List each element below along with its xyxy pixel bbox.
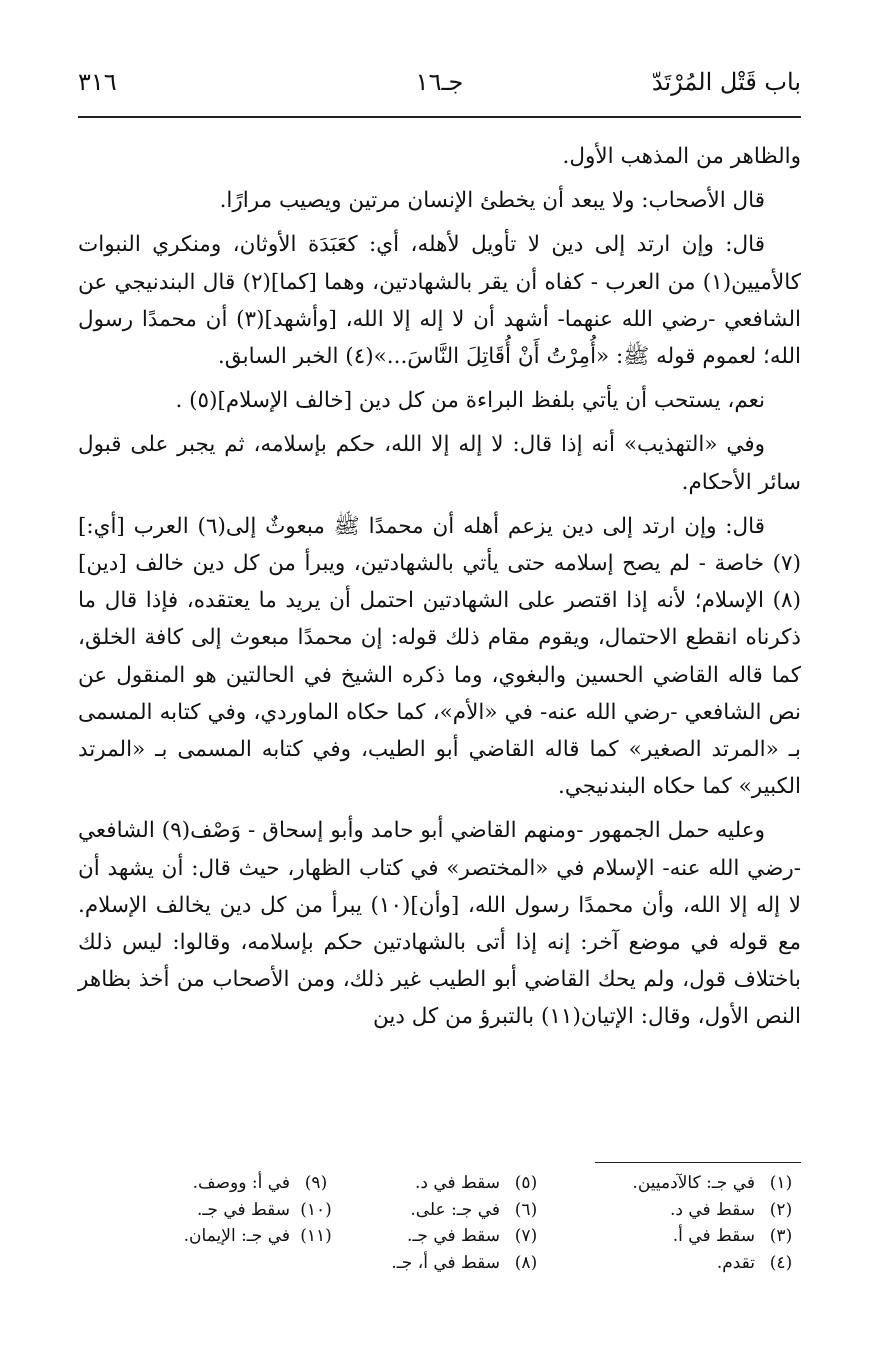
paragraph: وفي «التهذيب» أنه إذا قال: لا إله إلا الله، حكم بإسلامه، ثم يجبر على قبول سائر الأحكام. xyxy=(78,432,801,495)
footnote: (٨)سقط في أ، جـ. xyxy=(391,1252,538,1273)
paragraph: نعم، يستحب أن يأتي بلفظ البراءة من كل دين [خالف الإسلام](٥) . xyxy=(175,388,765,414)
footnote: (٥)سقط في د. xyxy=(414,1173,538,1193)
paragraph: قال: وإن ارتد إلى دين يزعم أهله أن محمدًا ﷺ مبعوثٌ إلى(٦) العرب [أي:](٧) خاصة - لم يصح إسلامه حتى يأتي بالشهادتين، ويبرأ من كل دين خالف [دين](٨) الإسلام؛ لأنه إذا اقتصر على الشهادتين احتمل أن يريد ما يعتقده، فإذا قال ما ذكرناه انقطع الاحتمال، ويقوم مقام ذلك قوله: إن محمدًا مبعوث إلى كافة الخلق، كما قاله القاضي الحسين والبغوي، وما ذكره الشيخ في الحالتين هو المنقول عن نص الشافعي -رضي الله عنه- في «الأم»، كما حكاه الماوردي، وفي كتابه المسمى بـ «المرتد الصغير» كما قاله القاضي أبو الطيب، وفي كتابه المسمى بـ «المرتد الكبير» كما حكاه البندنيجي. xyxy=(78,513,801,800)
paragraph: قال: وإن ارتد إلى دين لا تأويل لأهله، أي: كعَبَدَة الأوثان، ومنكري النبوات كالأميين(١) من العرب - كفاه أن يقر بالشهادتين، وهما [كما](٢) قال البندنيجي عن الشافعي -رضي الله عنهما- أشهد أن لا إله إلا الله، [وأشهد](٣) أن محمدًا رسول الله؛ لعموم قوله ﷺ: «أُمِرْتُ أَنْ أُقَاتِلَ النَّاسَ...»(٤) الخبر السابق. xyxy=(78,232,801,370)
footnote: (١)في جـ: كالآدميين. xyxy=(632,1173,793,1193)
footnote: (١١)في جـ: الإيمان. xyxy=(183,1226,332,1246)
footnote-column xyxy=(551,1170,801,1276)
paragraph: والظاهر من المذهب الأول. xyxy=(562,144,801,169)
volume-number: جـ١٦ xyxy=(415,68,464,96)
footnote-column xyxy=(86,1170,336,1250)
main-text xyxy=(78,138,801,1043)
page-number: ٣١٦ xyxy=(78,68,117,96)
header-divider xyxy=(78,116,801,118)
footnote: (٦)في جـ: على. xyxy=(410,1199,538,1220)
paragraph: وعليه حمل الجمهور -ومنهم القاضي أبو حامد وأبو إسحاق - وَصْف(٩) الشافعي -رضي الله عنه- الإسلام في «المختصر» في كتاب الظهار، حيث قال: أن يشهد أن لا إله إلا الله، وأن محمدًا رسول الله، [وأن](١٠) يبرأ من كل دين يخالف الإسلام. مع قوله في موضع آخر: إنه إذا أتى بالشهادتين حكم بإسلامه، وقالوا: ليس ذلك باختلاف قول، ولم يحك القاضي أبو الطيب غير ذلك، ومن الأصحاب من أخذ بظاهر النص الأول، وقال: الإتيان(١١) بالتبرؤ من كل دين xyxy=(78,818,801,1030)
running-header xyxy=(78,62,801,106)
chapter-title: باب قَتْل المُرْتَدّ xyxy=(651,68,801,96)
footnote-divider xyxy=(595,1162,801,1163)
footnote: (٩)في أ: ووصف. xyxy=(192,1173,328,1193)
footnote: (٢)سقط في د. xyxy=(669,1199,793,1220)
footnote: (١٠)سقط في جـ. xyxy=(197,1199,332,1220)
footnote: (٣)سقط في أ. xyxy=(672,1226,793,1246)
footnote: (٧)سقط في جـ. xyxy=(407,1226,538,1246)
paragraph: قال الأصحاب: ولا يبعد أن يخطئ الإنسان مرتين ويصيب مرارًا. xyxy=(219,188,765,214)
footnotes xyxy=(78,1170,801,1320)
footnote: (٤)تقدم. xyxy=(716,1252,793,1273)
